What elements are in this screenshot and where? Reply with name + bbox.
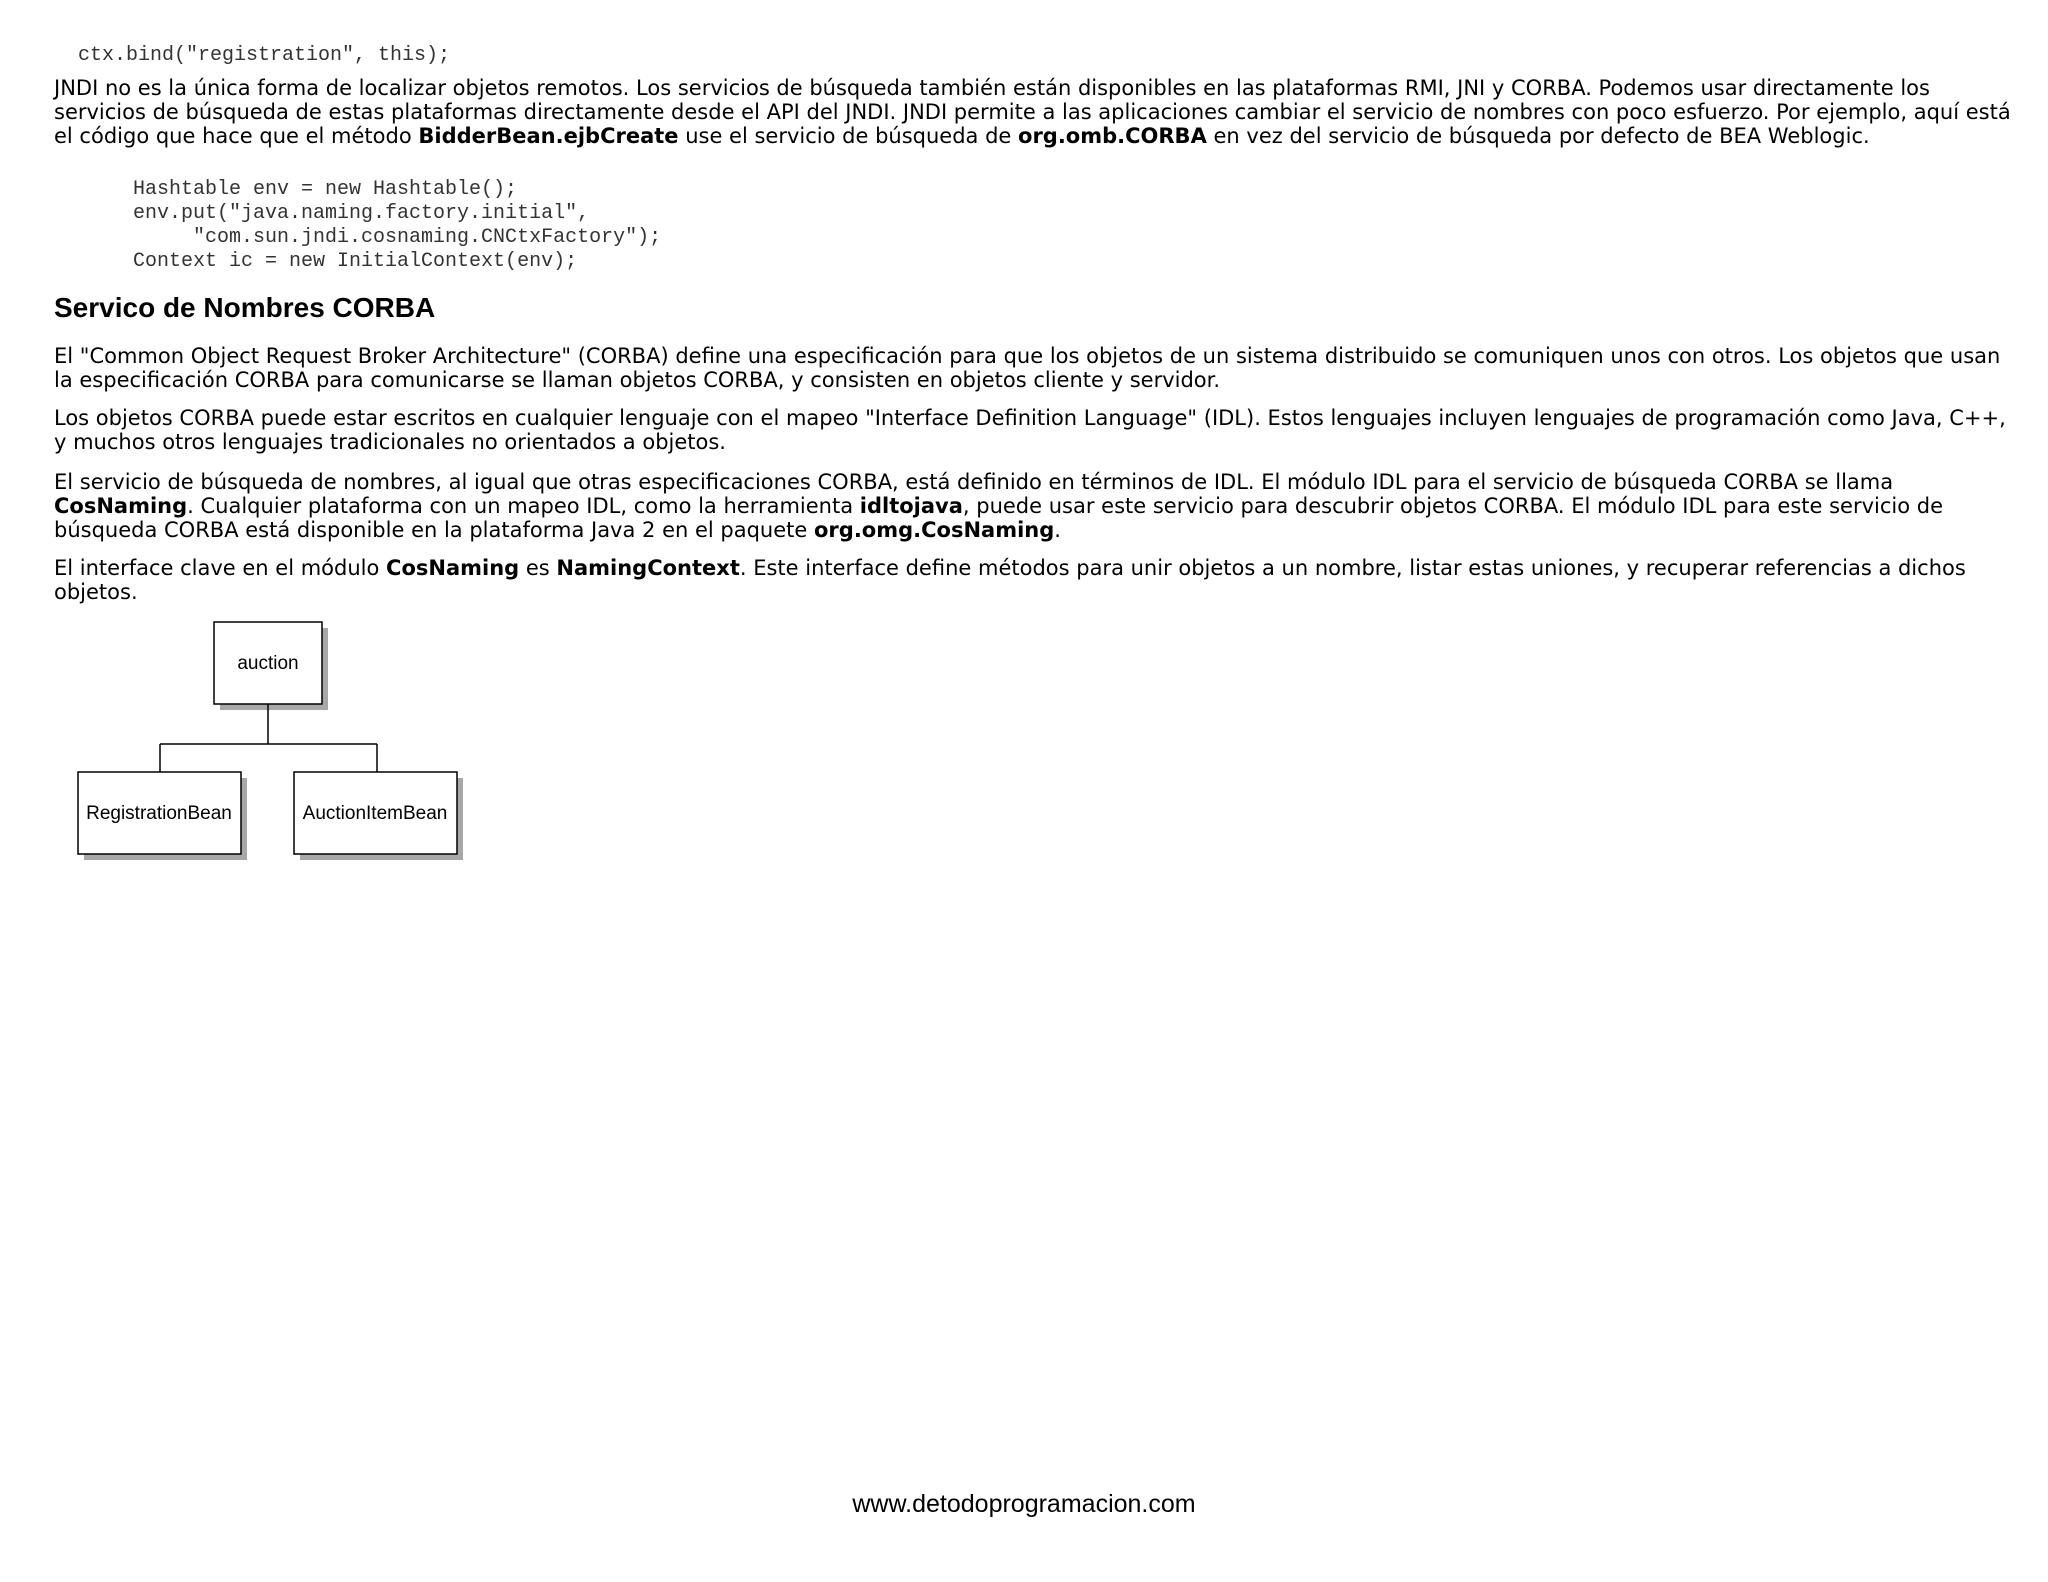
paragraph-naming-context: [54, 556, 2024, 604]
diagram-label-root: auction: [237, 653, 299, 674]
bold-term: org.omb.CORBA: [1018, 124, 1207, 148]
bold-term: NamingContext: [556, 556, 740, 580]
paragraph-corba-intro: El "Common Object Request Broker Architecture" (CORBA) define una especificación para que los objetos de un sistema distribuido se comuniquen unos con otros. Los objetos que usan la especificación CORBA para comunicarse se llaman objetos CORBA, y consisten en objetos cliente y servidor.: [54, 344, 2001, 392]
bold-term: CosNaming: [54, 494, 188, 518]
bold-term: BidderBean.ejbCreate: [418, 124, 679, 148]
text: . Cualquier plataforma con un mapeo IDL, como la herramienta: [187, 494, 860, 518]
diagram-node-child-1: [78, 772, 247, 860]
code-snippet-bind: ctx.bind("registration", this);: [54, 44, 451, 67]
text: El servicio de búsqueda de nombres, al igual que otras especificaciones CORBA, está definido en términos de IDL. El módulo IDL para el servicio de búsqueda CORBA se llama: [54, 470, 1894, 494]
paragraph-jndi-lookup: [54, 76, 2024, 148]
text: . Este interface define métodos para unir objetos a un nombre, listar estas uniones, y recuperar referencias a dichos objetos.: [54, 556, 1966, 604]
text: , puede usar este servicio para descubrir objetos CORBA. El módulo IDL para este servicio de búsqueda CORBA está disponible en la plataforma Java 2 en el paquete: [54, 494, 1943, 542]
text: use el servicio de búsqueda de: [678, 124, 1019, 148]
naming-tree-diagram: [70, 620, 490, 870]
diagram-node-child-2: [294, 772, 463, 860]
text: es: [519, 556, 557, 580]
diagram-label-child-2: AuctionItemBean: [302, 803, 448, 824]
text: El interface clave en el módulo: [54, 556, 387, 580]
text: .: [1054, 518, 1061, 542]
diagram-connectors: [160, 704, 377, 772]
paragraph-cosnaming: [54, 470, 2024, 542]
diagram-label-child-1: RegistrationBean: [86, 803, 232, 824]
bold-term: org.omg.CosNaming: [814, 518, 1055, 542]
code-snippet-initial-context: Hashtable env = new Hashtable(); env.put("java.naming.factory.initial", "com.sun.jndi.cosnaming.CNCtxFactory"); Context ic = new InitialContext(env);: [133, 178, 662, 273]
paragraph-corba-languages: Los objetos CORBA puede estar escritos en cualquier lenguaje con el mapeo "Interface Definition Language" (IDL). Estos lenguajes incluyen lenguajes de programación como Java, C++, y muchos otros lenguajes tradicionales no orientados a objetos.: [54, 406, 2006, 454]
bold-term: idltojava: [859, 494, 963, 518]
text: en vez del servicio de búsqueda por defecto de BEA Weblogic.: [1206, 124, 1870, 148]
text: JNDI no es la única forma de localizar objetos remotos. Los servicios de búsqueda también están disponibles en las plataformas RMI, JNI y CORBA. Podemos usar directamente los servicios de búsqueda de estas plataformas directamente desde el API del JNDI. JNDI permite a las aplicaciones cambiar el servicio de nombres con poco esfuerzo. Por ejemplo, aquí está el código que hace que el método: [54, 76, 2011, 148]
diagram-node-root: [214, 622, 328, 710]
footer-url: www.detodoprogramacion.com: [852, 1490, 1196, 1518]
bold-term: CosNaming: [386, 556, 520, 580]
section-heading: Servico de Nombres CORBA: [54, 292, 436, 323]
